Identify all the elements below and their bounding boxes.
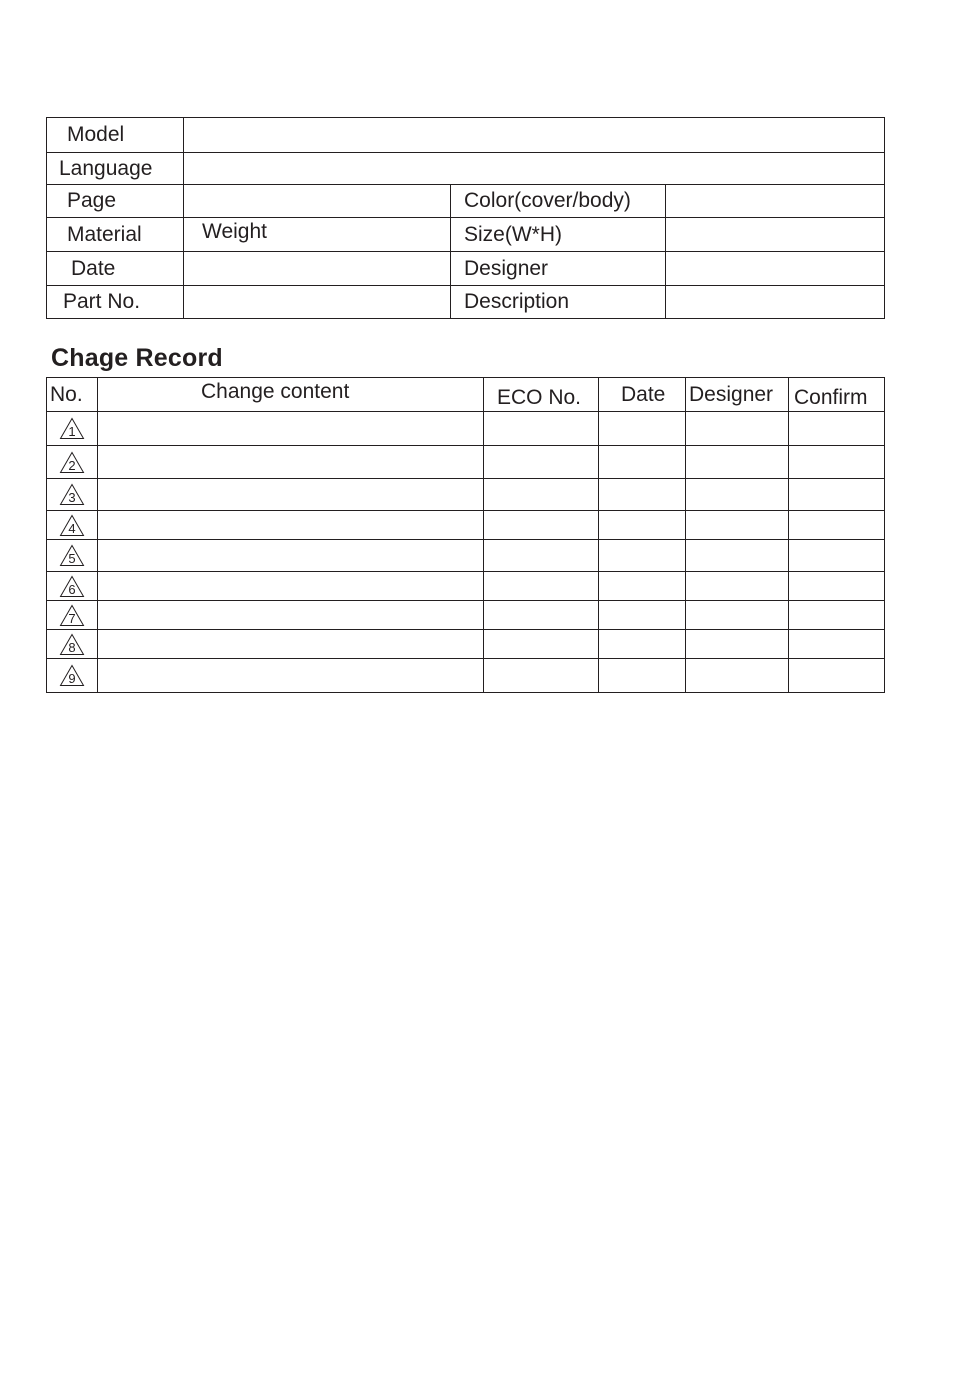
change-content-cell	[98, 412, 484, 446]
record-row	[47, 412, 885, 446]
revision-triangle-icon	[59, 451, 85, 474]
revision-triangle-icon	[59, 514, 85, 537]
designer-cell	[686, 659, 789, 693]
spec-table	[46, 117, 885, 319]
size-value-cell	[666, 218, 885, 252]
revision-number: 2	[68, 457, 76, 473]
revision-triangle-icon	[59, 483, 85, 506]
date-cell	[599, 540, 686, 572]
record-row	[47, 446, 885, 479]
date-value-cell	[184, 252, 451, 286]
revision-number-cell	[47, 630, 98, 659]
info-row-date	[47, 252, 885, 286]
change-content-cell	[98, 601, 484, 630]
change-record-title: Chage Record	[51, 344, 223, 372]
revision-triangle-icon	[59, 604, 85, 627]
part-no-label: Part No.	[47, 286, 184, 319]
revision-triangle-icon	[59, 417, 85, 440]
date-cell	[599, 511, 686, 540]
model-value-cell	[184, 118, 885, 153]
info-row-page	[47, 185, 885, 218]
header-eco-no: ECO No.	[484, 378, 599, 412]
revision-number-cell	[47, 601, 98, 630]
info-row-model	[47, 118, 885, 153]
page-label: Page	[47, 185, 184, 218]
designer-cell	[686, 412, 789, 446]
record-header-row	[47, 378, 885, 412]
designer-cell	[686, 446, 789, 479]
change-content-cell	[98, 630, 484, 659]
revision-number-cell	[47, 511, 98, 540]
change-content-cell	[98, 479, 484, 511]
revision-number: 5	[68, 551, 76, 566]
eco-no-cell	[484, 540, 599, 572]
info-row-part-no	[47, 286, 885, 319]
eco-no-cell	[484, 659, 599, 693]
revision-number: 7	[68, 610, 76, 626]
confirm-cell	[789, 630, 885, 659]
revision-number-cell	[47, 479, 98, 511]
eco-no-cell	[484, 572, 599, 601]
eco-no-cell	[484, 446, 599, 479]
date-cell	[599, 412, 686, 446]
designer-value-cell	[666, 252, 885, 286]
change-record-table	[46, 377, 885, 693]
page-value-cell	[184, 185, 451, 218]
confirm-cell	[789, 511, 885, 540]
record-row	[47, 540, 885, 572]
revision-triangle-icon	[59, 664, 85, 687]
eco-no-cell	[484, 511, 599, 540]
confirm-cell	[789, 446, 885, 479]
description-value-cell	[666, 286, 885, 319]
change-content-cell	[98, 446, 484, 479]
record-row	[47, 572, 885, 601]
header-change-content: Change content	[98, 378, 484, 412]
part-no-value-cell	[184, 286, 451, 319]
change-content-cell	[98, 540, 484, 572]
designer-label: Designer	[451, 252, 666, 286]
revision-number: 4	[68, 520, 76, 536]
date-cell	[599, 572, 686, 601]
designer-cell	[686, 601, 789, 630]
date-cell	[599, 479, 686, 511]
confirm-cell	[789, 659, 885, 693]
designer-cell	[686, 540, 789, 572]
change-content-cell	[98, 572, 484, 601]
color-value-cell	[666, 185, 885, 218]
revision-number: 9	[68, 671, 76, 686]
header-date: Date	[599, 378, 686, 412]
eco-no-cell	[484, 412, 599, 446]
confirm-cell	[789, 412, 885, 446]
size-label: Size(W*H)	[451, 218, 666, 252]
revision-number: 3	[68, 490, 76, 505]
description-label: Description	[451, 286, 666, 319]
weight-label: Weight	[184, 218, 451, 252]
confirm-cell	[789, 479, 885, 511]
revision-number: 6	[68, 581, 76, 597]
color-label: Color(cover/body)	[451, 185, 666, 218]
eco-no-cell	[484, 479, 599, 511]
record-row	[47, 479, 885, 511]
model-label: Model	[47, 118, 184, 153]
language-label: Language	[47, 153, 184, 185]
designer-cell	[686, 479, 789, 511]
record-row	[47, 511, 885, 540]
header-no: No.	[47, 378, 98, 412]
confirm-cell	[789, 540, 885, 572]
date-label: Date	[47, 252, 184, 286]
date-cell	[599, 601, 686, 630]
material-label: Material	[47, 218, 184, 252]
language-value-cell	[184, 153, 885, 185]
revision-number: 8	[68, 639, 76, 655]
revision-number: 1	[68, 424, 76, 439]
record-row	[47, 659, 885, 693]
revision-number-cell	[47, 412, 98, 446]
record-rows	[47, 412, 885, 693]
date-cell	[599, 659, 686, 693]
revision-triangle-icon	[59, 544, 85, 567]
eco-no-cell	[484, 630, 599, 659]
change-content-cell	[98, 659, 484, 693]
revision-triangle-icon	[59, 575, 85, 598]
revision-triangle-icon	[59, 633, 85, 656]
eco-no-cell	[484, 601, 599, 630]
change-content-cell	[98, 511, 484, 540]
designer-cell	[686, 572, 789, 601]
revision-number-cell	[47, 446, 98, 479]
designer-cell	[686, 630, 789, 659]
record-row	[47, 630, 885, 659]
revision-number-cell	[47, 572, 98, 601]
info-row-language	[47, 153, 885, 185]
date-cell	[599, 630, 686, 659]
designer-cell	[686, 511, 789, 540]
confirm-cell	[789, 601, 885, 630]
confirm-cell	[789, 572, 885, 601]
record-row	[47, 601, 885, 630]
header-confirm: Confirm	[789, 378, 885, 412]
revision-number-cell	[47, 540, 98, 572]
info-row-material	[47, 218, 885, 252]
date-cell	[599, 446, 686, 479]
revision-number-cell	[47, 659, 98, 693]
header-designer: Designer	[686, 378, 789, 412]
